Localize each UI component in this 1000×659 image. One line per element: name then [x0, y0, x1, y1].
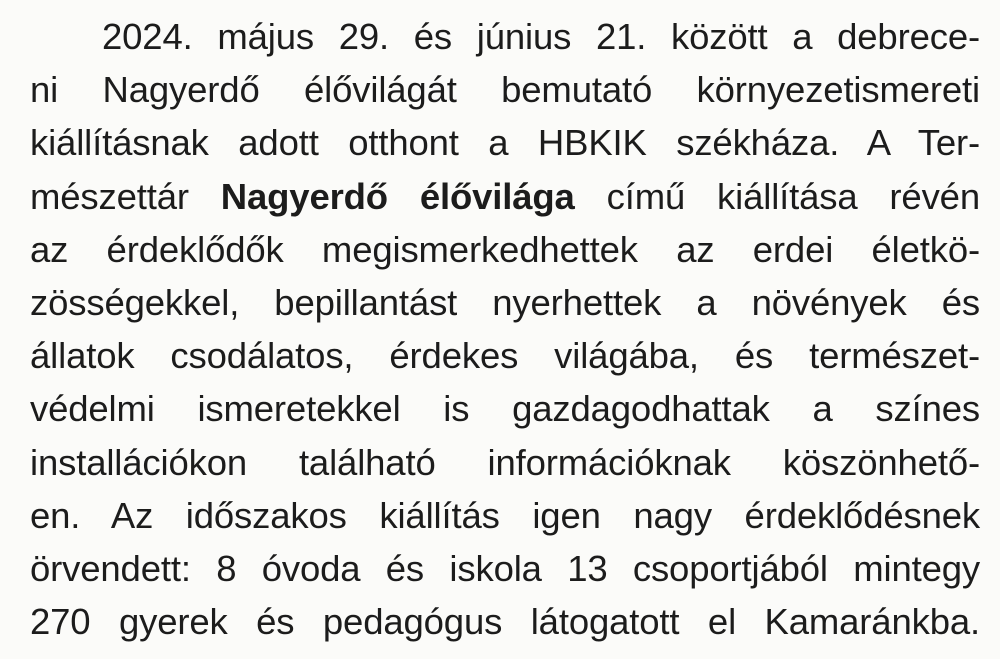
text-line-12: 270 gyerek és pedagógus látogatott el Kamaránkba. [30, 601, 980, 643]
text-line-11: örvendett: 8 óvoda és iskola 13 csoportjából mintegy [30, 547, 980, 589]
text-segment: című kiállítása révén [574, 175, 980, 217]
text-line-3: kiállításnak adott otthont a HBKIK székháza. A Ter- [30, 122, 980, 164]
text-line-7: állatok csodálatos, érdekes világába, és természet- [30, 335, 980, 377]
text-line-2: ni Nagyerdő élővilágát bemutató környezetismereti [30, 69, 980, 111]
text-line-5: az érdeklődők megismerkedhettek az erdei életkö- [30, 228, 980, 270]
article-paragraph [30, 10, 980, 648]
text-line-10: en. Az időszakos kiállítás igen nagy érdeklődésnek [30, 494, 980, 536]
text-line-9: installációkon található információknak köszönhető- [30, 441, 980, 483]
exhibition-title: Nagyerdő élővilága [220, 175, 575, 217]
text-line-6: zösségekkel, bepillantást nyerhettek a növények és [30, 281, 980, 323]
text-line-4 [30, 170, 980, 223]
text-line-1: 2024. május 29. és június 21. között a debrece- [102, 16, 980, 57]
text-line-8: védelmi ismeretekkel is gazdagodhattak a színes [30, 388, 980, 430]
text-segment: mészettár [30, 175, 221, 217]
